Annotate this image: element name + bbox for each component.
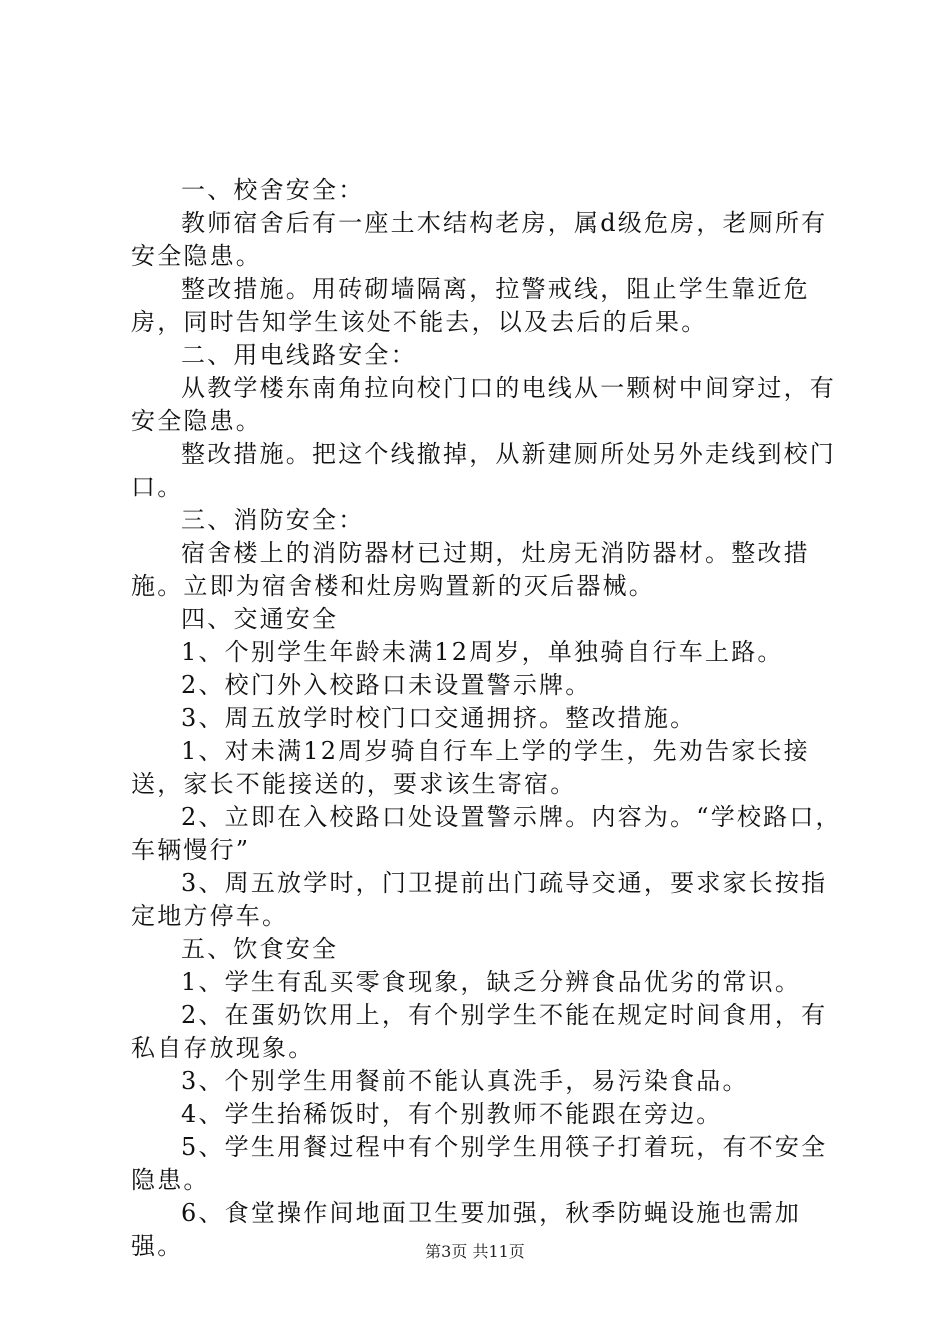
list-item-food-3: 3、个别学生用餐前不能认真洗手，易污染食品。 xyxy=(181,1067,749,1095)
list-item-traffic-measure-2: 2、立即在入校路口处设置警示牌。内容为。“学校路口，车辆慢行” xyxy=(131,803,842,864)
list-item-traffic-2: 2、校门外入校路口未设置警示牌。 xyxy=(181,671,592,699)
list-item-food-1: 1、学生有乱买零食现象，缺乏分辨食品优劣的常识。 xyxy=(181,968,802,996)
heading-food-safety: 五、饮食安全 xyxy=(181,935,339,963)
list-item-food-5: 5、学生用餐过程中有个别学生用筷子打着玩，有不安全隐患。 xyxy=(131,1133,828,1194)
paragraph-wire-hazard: 从教学楼东南角拉向校门口的电线从一颗树中间穿过，有安全隐患。 xyxy=(131,374,836,435)
paragraph-dormitory-hazard: 教师宿舍后有一座土木结构老房，属d级危房，老厕所有安全隐患。 xyxy=(131,209,828,270)
list-item-traffic-3: 3、周五放学时校门口交通拥挤。整改措施。 xyxy=(181,704,697,732)
heading-electrical-safety: 二、用电线路安全： xyxy=(181,341,417,369)
heading-fire-safety: 三、消防安全： xyxy=(181,506,365,534)
document-body xyxy=(131,174,851,1263)
paragraph-building-measures: 整改措施。用砖砌墙隔离，拉警戒线，阻止学生靠近危房，同时告知学生该处不能去，以及去后的后果。 xyxy=(131,275,810,336)
list-item-traffic-measure-3: 3、周五放学时，门卫提前出门疏导交通，要求家长按指定地方停车。 xyxy=(131,869,828,930)
page-number-label: 第3页 共11页 xyxy=(425,1242,525,1261)
list-item-traffic-1: 1、个别学生年龄未满12周岁，单独骑自行车上路。 xyxy=(181,638,784,666)
paragraph-fire-equipment: 宿舍楼上的消防器材已过期，灶房无消防器材。整改措施。立即为宿舍楼和灶房购置新的灭后器械。 xyxy=(131,539,810,600)
list-item-traffic-measure-1: 1、对未满12周岁骑自行车上学的学生，先劝告家长接送，家长不能接送的，要求该生寄宿。 xyxy=(131,737,810,798)
paragraph-wire-measures: 整改措施。把这个线撤掉，从新建厕所处另外走线到校门口。 xyxy=(131,440,836,501)
list-item-food-6: 6、食堂操作间地面卫生要加强，秋季防蝇设施也需加强。 xyxy=(131,1199,802,1260)
page-footer xyxy=(0,1242,950,1262)
list-item-food-4: 4、学生抬稀饭时，有个别教师不能跟在旁边。 xyxy=(181,1100,723,1128)
heading-traffic-safety: 四、交通安全 xyxy=(181,605,339,633)
list-item-food-2: 2、在蛋奶饮用上，有个别学生不能在规定时间食用，有私自存放现象。 xyxy=(131,1001,828,1062)
heading-school-building-safety: 一、校舍安全： xyxy=(181,176,365,204)
